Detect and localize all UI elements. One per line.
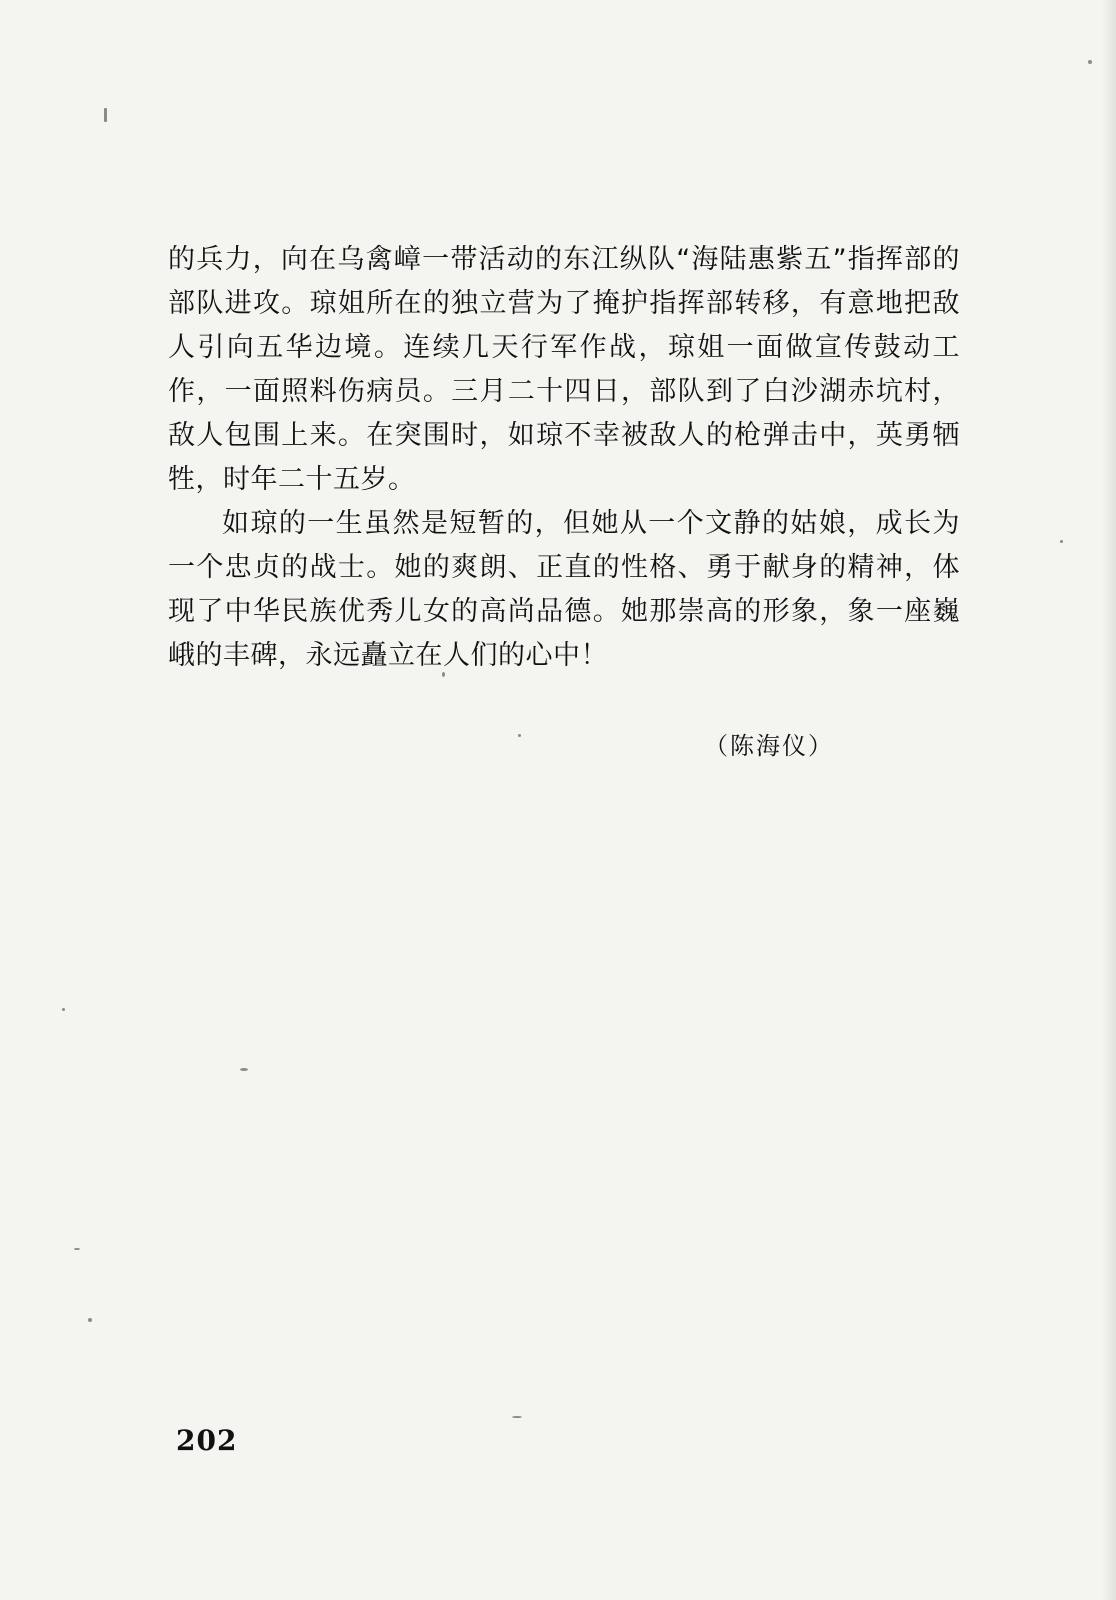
scan-speck bbox=[104, 108, 107, 122]
scan-speck bbox=[240, 1068, 248, 1071]
scan-speck bbox=[74, 1248, 80, 1250]
page-edge-shadow bbox=[1102, 0, 1116, 1600]
scan-speck bbox=[518, 734, 521, 737]
scan-speck bbox=[512, 1416, 522, 1418]
article-body bbox=[168, 238, 960, 678]
paragraph-2: 如琼的一生虽然是短暂的，但她从一个文静的姑娘，成长为一个忠贞的战士。她的爽朗、正直的性格、勇于献身的精神，体现了中华民族优秀儿女的高尚品德。她那崇高的形象，象一座巍峨的丰碑，永远矗立在人们的心中！ bbox=[168, 508, 960, 671]
scan-speck bbox=[1060, 540, 1063, 543]
paragraph-1: 的兵力，向在乌禽嶂一带活动的东江纵队“海陆惠紫五”指挥部的部队进攻。琼姐所在的独立营为了掩护指挥部转移，有意地把敌人引向五华边境。连续几天行军作战，琼姐一面做宣传鼓动工作，一面照料伤病员。三月二十四日，部队到了白沙湖赤坑村，敌人包围上来。在突围时，如琼不幸被敌人的枪弹击中，英勇牺牲，时年二十五岁。 bbox=[168, 244, 960, 495]
scan-speck bbox=[62, 1008, 65, 1011]
author-signature: （陈海仪） bbox=[704, 732, 834, 760]
page-number: 202 bbox=[176, 1424, 238, 1457]
scan-speck bbox=[1088, 60, 1092, 64]
scan-speck bbox=[88, 1318, 92, 1322]
